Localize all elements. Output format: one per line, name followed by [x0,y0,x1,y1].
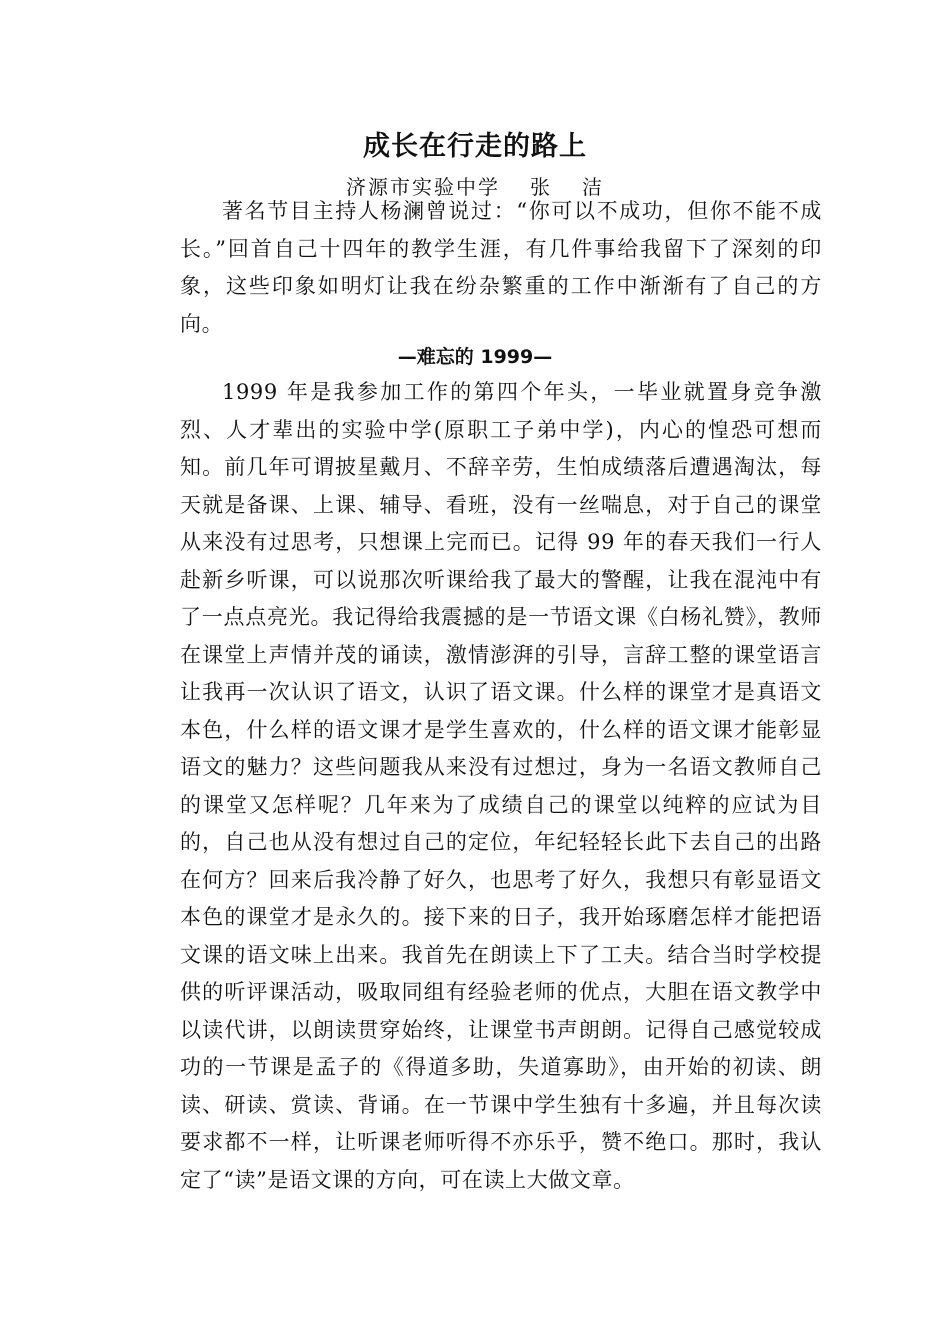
intro-paragraph: 著名节目主持人杨澜曾说过：“你可以不成功，但你不能不成长。”回首自己十四年的教学生涯，有几件事给我留下了深刻的印象，这些印象如明灯让我在纷杂繁重的工作中渐渐有了自己的方向。 [180,199,822,336]
section-heading: —难忘的 1999— [397,346,553,368]
section-paragraph: 1999 年是我参加工作的第四个年头，一毕业就置身竞争激烈、人才辈出的实验中学(原职工子弟中学)，内心的惶恐可想而知。前几年可谓披星戴月、不辞辛劳，生怕成绩落后遭遇淘汰，每天就是备课、上课、辅导、看班，没有一丝喘息，对于自己的课堂从来没有过思考，只想课上完而已。记得 99 年的春天我们一行人赴新乡听课，可以说那次听课给我了最大的警醒，让我在混沌中有了一点点亮光。我记得给我震撼的是一节语文课《白杨礼赞》，教师在课堂上声情并茂的诵读，激情澎湃的引导，言辞工整的课堂语言让我再一次认识了语文，认识了语文课。什么样的课堂才是真语文本色，什么样的语文课才是学生喜欢的，什么样的语文课才能彰显语文的魅力？这些问题我从来没有过想过，身为一名语文教师自己的课堂又怎样呢？几年来为了成绩自己的课堂以纯粹的应试为目的，自己也从没有想过自己的定位，年纪轻轻长此下去自己的出路在何方？回来后我冷静了好久，也思考了好久，我想只有彰显语文本色的课堂才是永久的。接下来的日子，我开始琢磨怎样才能把语文课的语文味上出来。我首先在朗读上下了工夫。结合当时学校提供的听评课活动，吸取同组有经验老师的优点，大胆在语文教学中以读代讲，以朗读贯穿始终，让课堂书声朗朗。记得自己感觉较成功的一节课是孟子的《得道多助，失道寡助》，由开始的初读、朗读、研读、赏读、背诵。在一节课中学生独有十多遍，并且每次读要求都不一样，让听课老师听得不亦乐乎，赞不绝口。那时，我认定了“读”是语文课的方向，可在读上大做文章。 [180,380,822,1192]
byline-author-surname: 张 [530,175,552,199]
byline-school: 济源市实验中学 [346,175,500,199]
document-title: 成长在行走的路上 [363,131,587,162]
byline-author-given: 洁 [582,175,604,199]
